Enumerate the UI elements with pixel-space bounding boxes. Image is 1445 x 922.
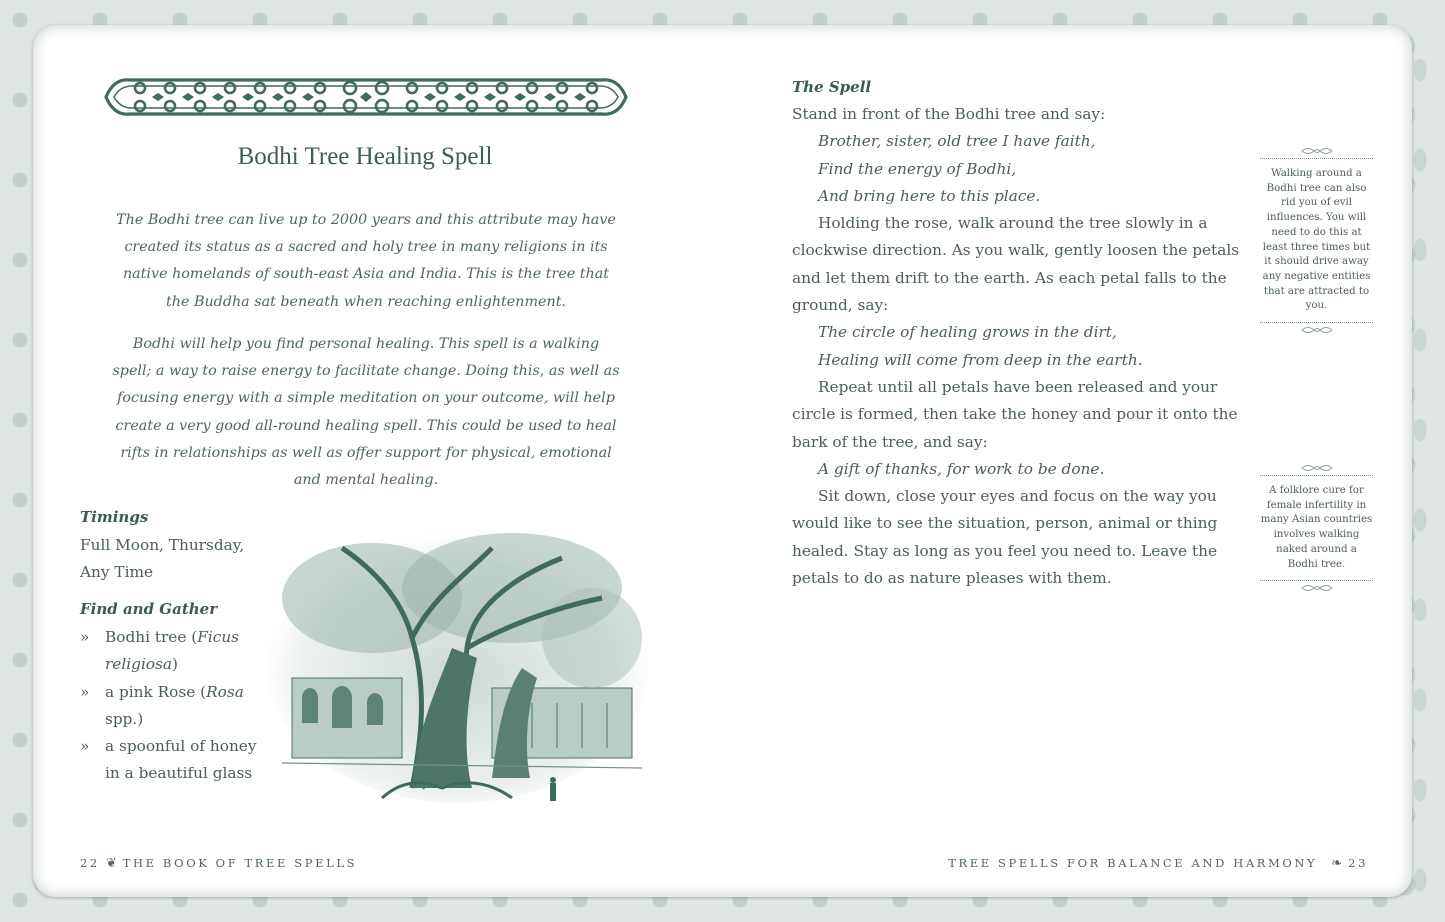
item-text: Bodhi tree ( <box>105 628 198 646</box>
flourish-icon <box>1300 463 1334 473</box>
right-page-footer <box>948 856 1368 871</box>
item-text: a pink Rose ( <box>105 682 207 701</box>
spell-line: Stand in front of the Bodhi tree and say: <box>792 105 1106 123</box>
item-latin-name: Rosa <box>206 682 244 701</box>
divider <box>1260 158 1373 159</box>
flourish-icon <box>1300 583 1334 593</box>
list-item <box>80 679 260 734</box>
bullet-icon: » <box>80 737 90 756</box>
find-and-gather-heading: Find and Gather <box>80 600 218 618</box>
spell-heading: The Spell <box>792 78 872 96</box>
sidebar-note-2 <box>1260 463 1373 593</box>
bullet-icon: » <box>80 628 90 646</box>
leaf-icon: ❧ <box>1331 856 1343 871</box>
page-number-left: 22 <box>80 856 100 870</box>
leaf-icon: ❦ <box>105 856 117 871</box>
bullet-icon: » <box>80 682 90 701</box>
timings-text: Full Moon, Thursday, Any Time <box>80 536 245 582</box>
page-title: Bodhi Tree Healing Spell <box>237 143 493 170</box>
intro-paragraph-1: The Bodhi tree can live up to 2000 years and this attribute may have created its status as a sacred and holy tree in many religions in its native homelands of south-east Asia and India. This is the tree that the Buddha sat beneath when reaching enlightenment. <box>116 212 616 310</box>
ingredients-list <box>80 624 260 788</box>
ornamental-header-border <box>100 66 632 128</box>
item-text: a spoonful of honey in a beautiful glass <box>105 737 257 783</box>
spell-verse: A gift of thanks, for work to be done. <box>818 459 1105 478</box>
list-item <box>80 624 260 679</box>
flourish-icon <box>1300 146 1334 156</box>
section-title: TREE SPELLS FOR BALANCE AND HARMONY <box>948 856 1318 870</box>
left-page-footer <box>80 856 357 871</box>
sidebar-note-text: A folklore cure for female infertility in many Asian countries involves walking naked around a Bodhi tree. <box>1260 485 1373 570</box>
spell-verse: The circle of healing grows in the dirt, <box>818 323 1117 342</box>
spell-verse: And bring here to this place. <box>818 186 1041 205</box>
divider <box>1260 475 1373 476</box>
flourish-icon <box>1300 325 1334 335</box>
intro-paragraph-2: Bodhi will help you find personal healing. This spell is a walking spell; a way to raise energy to facilitate change. Doing this, as well as focusing energy with a simple meditation on your outcome, will help create a very good all-round healing spell. This could be used to heal rifts in relationships as well as offer support for physical, emotional and mental healing. <box>112 336 620 489</box>
item-text-end: spp.) <box>105 709 144 728</box>
spell-paragraph: Holding the rose, walk around the tree slowly in a clockwise direction. As you walk, gently loosen the petals and let them drift to the earth. As each petal falls to the ground, say: <box>792 214 1240 315</box>
spell-verse: Find the energy of Bodhi, <box>818 159 1017 178</box>
divider <box>1260 322 1373 323</box>
divider <box>1260 580 1373 581</box>
spell-verse: Healing will come from deep in the earth. <box>818 350 1143 369</box>
list-item <box>80 733 260 788</box>
spell-paragraph: Repeat until all petals have been released and your circle is formed, then take the honey and pour it onto the bark of the tree, and say: <box>792 377 1238 451</box>
bodhi-tree-illustration <box>262 518 654 818</box>
spell-section <box>792 78 1248 592</box>
spell-paragraph: Sit down, close your eyes and focus on the way you would like to see the situation, person, animal or thing healed. Stay as long as you feel you need to. Leave the petals to do as nature pleases with them. <box>792 487 1218 588</box>
item-latin-name: Ficus religiosa <box>105 628 240 674</box>
item-text-end: ) <box>172 655 178 674</box>
page-number-right: 23 <box>1348 856 1368 870</box>
book-title: THE BOOK OF TREE SPELLS <box>122 856 358 870</box>
sidebar-note-text: Walking around a Bodhi tree can also rid you of evil influences. You will need to do this at least three times but it should drive away any negative entities that are attracted to you. <box>1262 168 1371 312</box>
sidebar-note-1 <box>1260 146 1373 335</box>
timings-heading: Timings <box>80 508 149 526</box>
spell-verse: Brother, sister, old tree I have faith, <box>818 132 1096 151</box>
